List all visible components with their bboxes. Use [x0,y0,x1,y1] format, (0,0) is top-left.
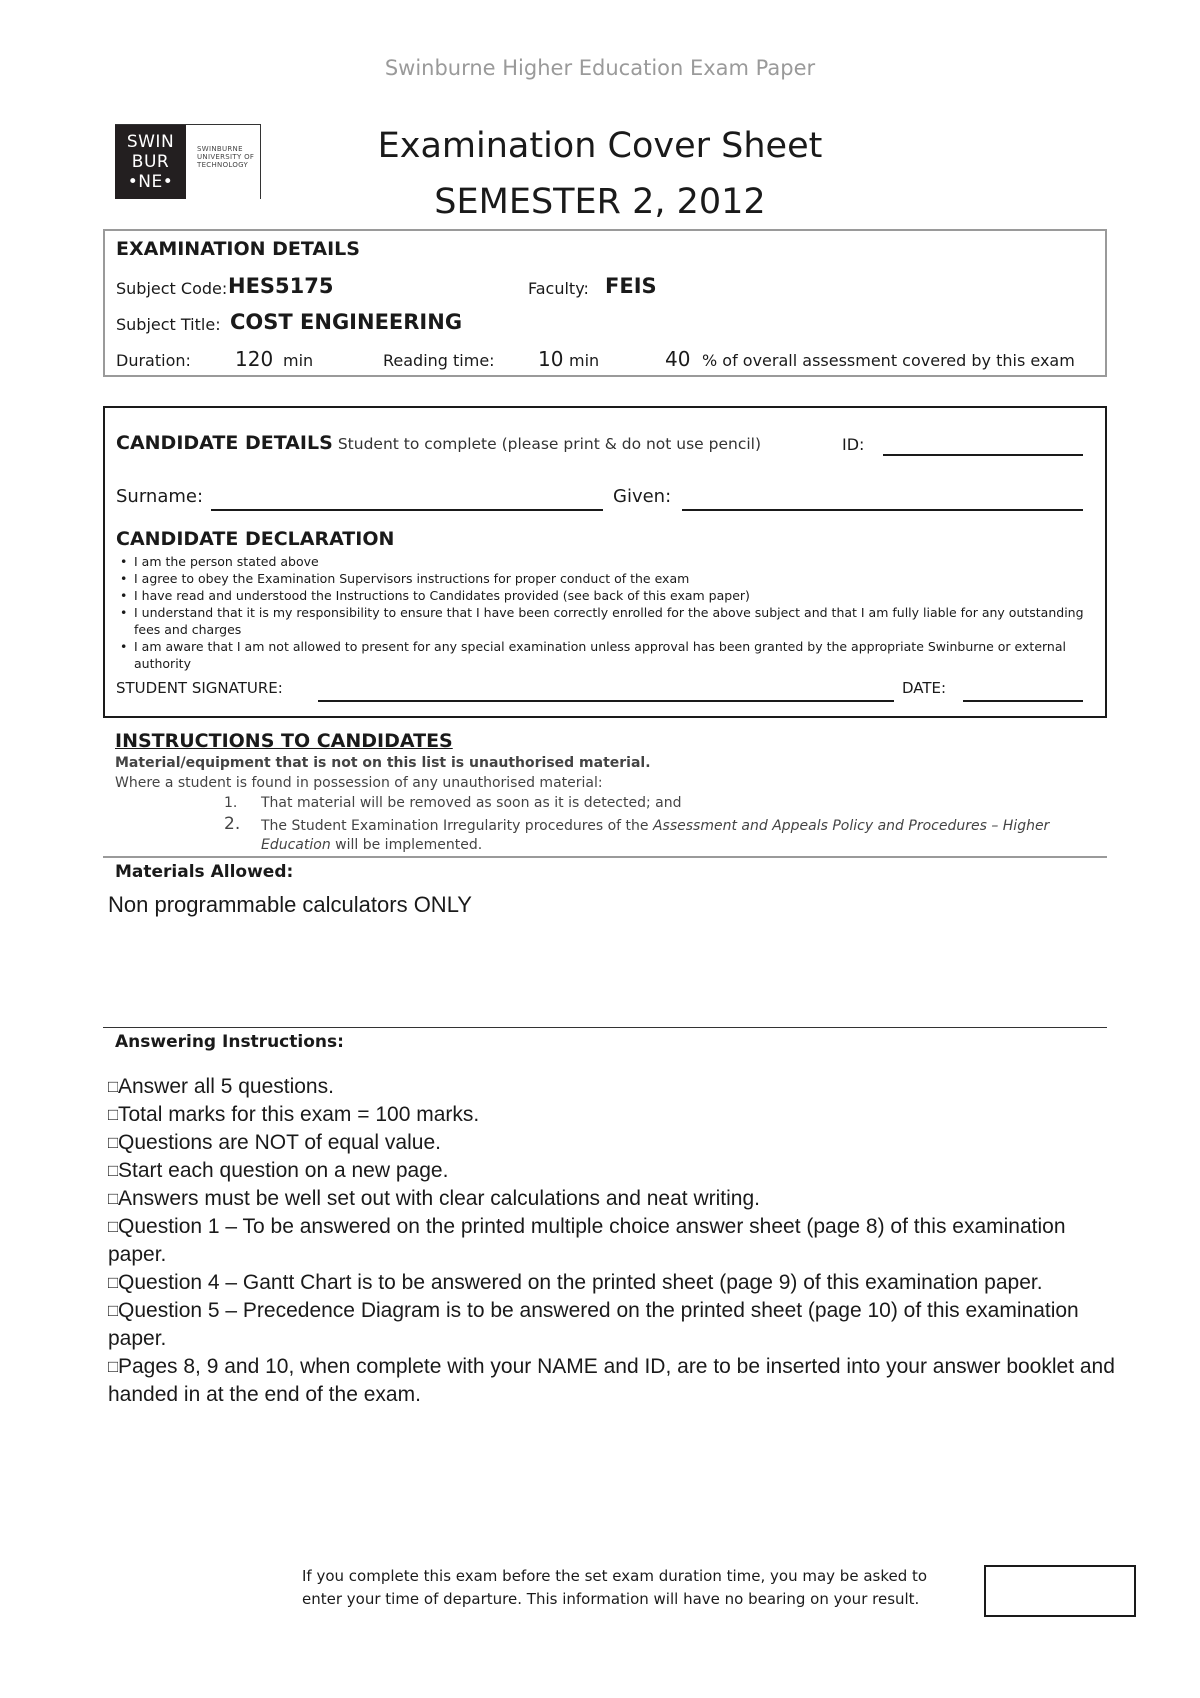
answering-item [108,1269,1118,1297]
reading-time-label: Reading time: [383,351,495,370]
answering-item-text: Question 1 – To be answered on the printed multiple choice answer sheet (page 8) of this examination paper. [108,1215,1066,1266]
candidate-details-subheading: Student to complete (please print & do not use pencil) [337,435,762,453]
duration-label: Duration: [116,351,191,370]
candidate-details-header [116,432,761,454]
answering-list [108,1073,1118,1409]
subject-code-value: HES5175 [228,274,334,298]
answering-item-text: Question 4 – Gantt Chart is to be answered on the printed sheet (page 9) of this examination paper. [118,1271,1043,1294]
checkbox-icon: □ [108,1105,118,1124]
answering-item [108,1185,1118,1213]
instruction-item-number: 1. [224,795,238,811]
answering-item [108,1129,1118,1157]
answering-item [108,1353,1118,1409]
logo-mark-line: BUR [131,152,170,172]
declaration-item: • I am the person stated above [116,553,1101,570]
answering-item-text: Pages 8, 9 and 10, when complete with your NAME and ID, are to be inserted into your answer booklet and handed in at the end of the exam. [108,1355,1115,1406]
answering-item [108,1157,1118,1185]
semester-title: SEMESTER 2, 2012 [434,182,766,222]
subject-title-label: Subject Title: [116,315,221,334]
answering-item [108,1101,1118,1129]
logo-text [197,145,257,169]
reading-time-unit: min [569,351,600,370]
given-name-field[interactable] [682,509,1083,511]
materials-heading: Materials Allowed: [115,862,294,882]
answering-item-text: Start each question on a new page. [118,1159,449,1182]
answering-item [108,1213,1118,1269]
checkbox-icon: □ [108,1133,118,1152]
answering-divider [103,1027,1107,1028]
answering-item-text: Answers must be well set out with clear calculations and neat writing. [118,1187,760,1210]
checkbox-icon: □ [108,1357,118,1376]
materials-text: Non programmable calculators ONLY [108,892,472,917]
declaration-item: • I have read and understood the Instructions to Candidates provided (see back of this exam paper) [116,587,1101,604]
subject-code-label: Subject Code: [116,279,228,298]
answering-item-text: Answer all 5 questions. [118,1075,334,1098]
declaration-item: • I agree to obey the Examination Supervisors instructions for proper conduct of the exam [116,570,1101,587]
answering-item [108,1073,1118,1101]
duration-value: 120 [235,347,274,371]
logo-text-line: TECHNOLOGY [197,161,249,169]
answering-heading: Answering Instructions: [115,1032,344,1052]
instruction-item [261,817,1081,855]
page-header: Swinburne Higher Education Exam Paper [384,56,816,80]
instruction-item-text: The Student Examination Irregularity procedures of the [261,818,649,834]
declaration-item: • I am aware that I am not allowed to present for any special examination unless approval has been granted by the appropriate Swinburne or external authority [116,638,1101,672]
logo-text-line: SWINBURNE [197,145,243,153]
duration-unit: min [283,351,314,370]
exam-details-heading: EXAMINATION DETAILS [116,238,360,260]
checkbox-icon: □ [108,1217,118,1236]
logo-mark-line: SWIN [126,132,175,152]
instructions-heading: INSTRUCTIONS TO CANDIDATES [115,730,453,752]
assessment-value: 40 [665,347,691,371]
date-field[interactable] [963,700,1083,702]
signature-label: STUDENT SIGNATURE: [116,679,283,697]
date-label: DATE: [902,679,947,697]
answering-item [108,1297,1118,1353]
departure-note-line: If you complete this exam before the set exam duration time, you may be asked to [302,1567,928,1585]
university-logo [115,124,261,199]
id-field[interactable] [883,454,1083,456]
instruction-item: That material will be removed as soon as it is detected; and [261,795,682,811]
declaration-item: • I understand that it is my responsibility to ensure that I have been correctly enrolled for the above subject and that I am fully liable for any outstanding fees and charges [116,604,1101,638]
logo-text-line: UNIVERSITY OF [197,153,255,161]
subject-title-value: COST ENGINEERING [230,310,463,334]
instructions-bold-line: Material/equipment that is not on this list is unauthorised material. [115,755,651,771]
surname-field[interactable] [211,509,603,511]
instruction-item-number: 2. [224,814,241,834]
instruction-item-text: will be implemented. [335,837,483,853]
checkbox-icon: □ [108,1301,118,1320]
logo-mark-line: •NE• [127,172,174,192]
exam-details-box [103,229,1107,377]
answering-item-text: Total marks for this exam = 100 marks. [118,1103,480,1126]
assessment-text: % of overall assessment covered by this exam [702,351,1075,370]
candidate-details-box [103,406,1107,718]
reading-time-value: 10 [538,347,564,371]
declaration-list [116,553,1101,672]
id-label: ID: [842,435,865,454]
faculty-value: FEIS [605,274,657,298]
candidate-details-heading: CANDIDATE DETAILS [116,432,333,454]
surname-label: Surname: [116,486,204,507]
page-title: Examination Cover Sheet [377,126,823,166]
checkbox-icon: □ [108,1161,118,1180]
logo-mark [115,125,186,199]
answering-item-text: Question 5 – Precedence Diagram is to be answered on the printed sheet (page 10) of this examination paper. [108,1299,1079,1350]
checkbox-icon: □ [108,1077,118,1096]
declaration-heading: CANDIDATE DECLARATION [116,528,395,550]
departure-note [302,1565,927,1611]
instructions-intro: Where a student is found in possession of any unauthorised material: [115,775,603,791]
given-name-label: Given: [613,486,672,507]
faculty-label: Faculty: [528,279,589,298]
materials-divider [103,856,1107,858]
answering-item-text: Questions are NOT of equal value. [118,1131,441,1154]
signature-field[interactable] [318,700,894,702]
policy-name: Assessment and Appeals Policy and Procedures – Higher Education [261,818,1050,853]
checkbox-icon: □ [108,1273,118,1292]
departure-note-line: enter your time of departure. This information will have no bearing on your result. [302,1590,920,1608]
checkbox-icon: □ [108,1189,118,1208]
departure-time-box[interactable] [984,1565,1136,1617]
